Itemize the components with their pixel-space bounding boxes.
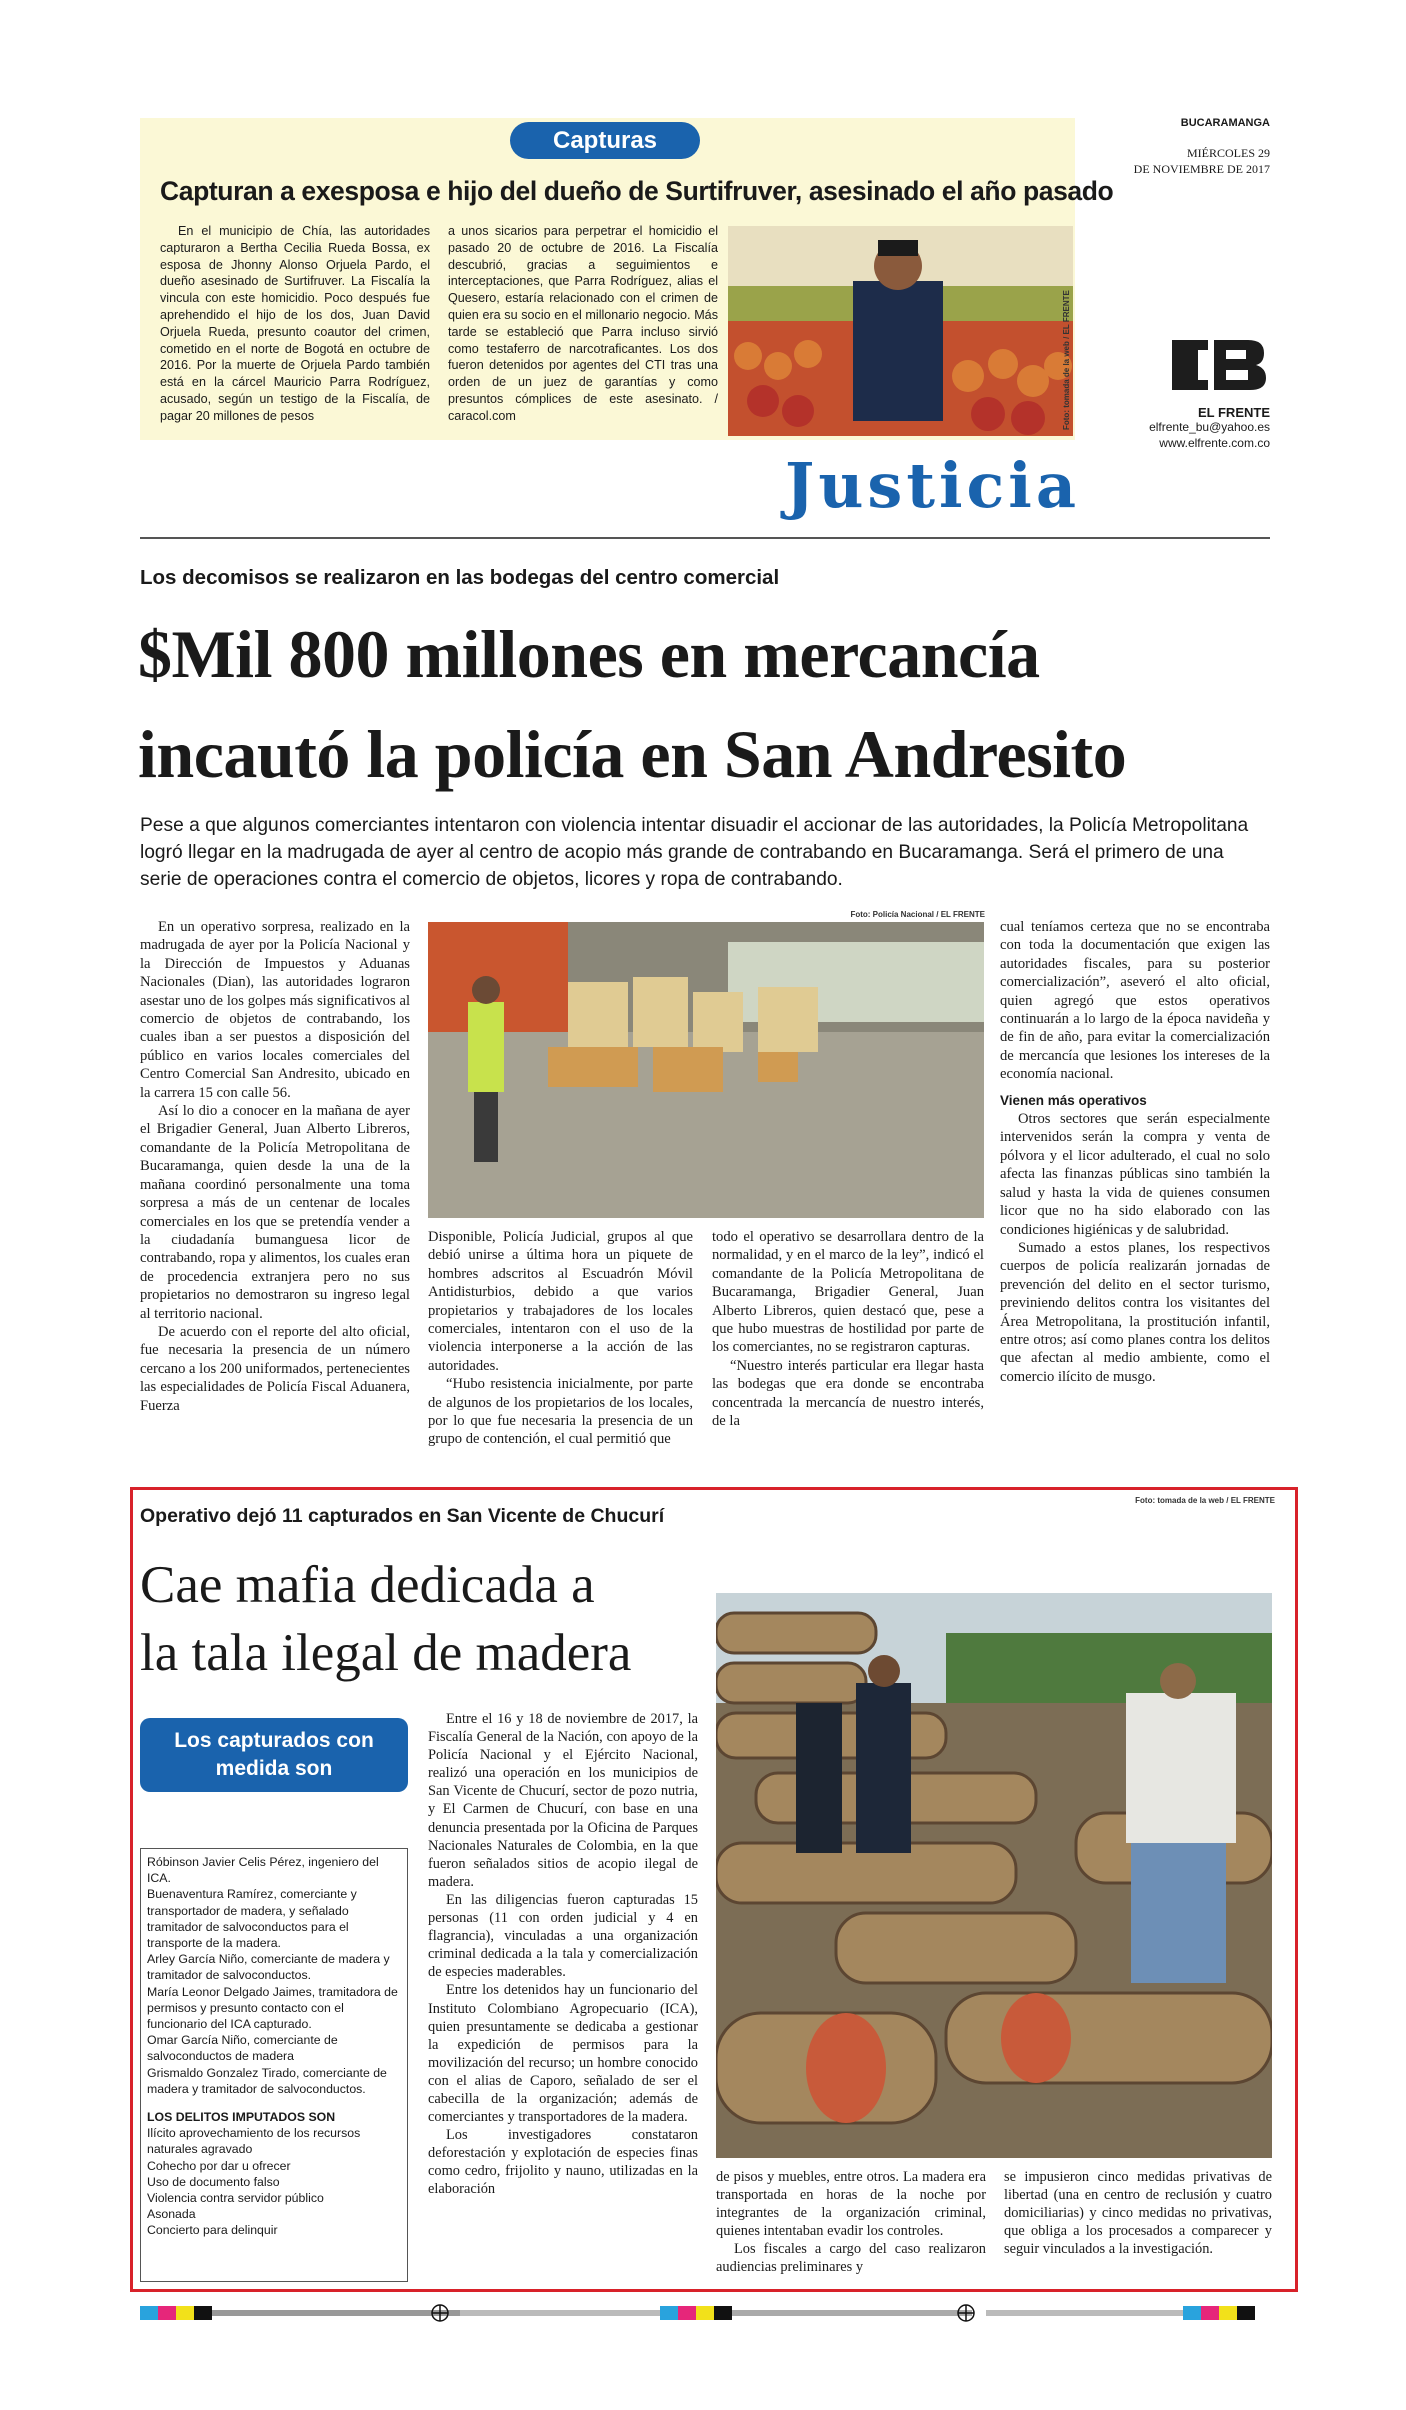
header-date-line1: MIÉRCOLES 29: [1186, 146, 1270, 160]
box-story-photo: [716, 1593, 1272, 2158]
print-strip: [140, 2304, 1275, 2322]
main-headline-line2: incautó la policía en San Andresito: [138, 716, 1127, 792]
col4-subhead: Vienen más operativos: [1000, 1092, 1147, 1108]
box-kicker: Operativo dejó 11 capturados en San Vicente de Chucurí: [140, 1505, 665, 1527]
main-column-3: todo el operativo se desarrollara dentro de la normalidad, y en el marco de la ley”, indicó el comandante de la Policía Metropolitana de Bucaramanga, Brigadier General, Juan Alberto Libreros, quien destacó que, pese a que hubo muestras de hostilidad por parte de los comerciantes, no se registraron capturas. “Nuestro interés particular era llegar hasta las bodegas que era donde se encontraba concentrada la mercancía de nuestro interés, de la: [712, 1229, 984, 1430]
section-divider: [140, 537, 1270, 539]
captured-badge: [140, 1718, 408, 1792]
main-photo-credit: Foto: Policía Nacional / EL FRENTE: [850, 910, 985, 919]
grocery-store-image: [728, 226, 1073, 436]
paper-email: elfrente_bu@yahoo.es: [1149, 420, 1270, 434]
box-column-2: de pisos y muebles, entre otros. La madera era transportada en horas de la noche por integrantes de la organización criminal, quienes intentaban evadir los controles. Los fiscales a cargo del caso realizaron audiencias preliminares y: [716, 2169, 986, 2276]
captured-item: María Leonor Delgado Jaimes, tramitadora de permisos y presunto contacto con el funcionario del ICA capturado.: [147, 1984, 398, 2032]
captured-item: Róbinson Javier Celis Pérez, ingeniero del ICA.: [147, 1855, 379, 1886]
newspaper-logo: [1168, 336, 1268, 394]
box-photo-credit: Foto: tomada de la web / EL FRENTE: [1135, 1496, 1275, 1505]
crime-item: Uso de documento falso: [147, 2174, 280, 2189]
logs-image: [716, 1593, 1272, 2158]
captured-item: Buenaventura Ramírez, comerciante y transportador de madera, y señalado tramitador de salvoconductos para el transporte de la madera.: [147, 1887, 357, 1951]
main-column-4: cual teníamos certeza que no se encontraba con toda la documentación que exigen las autoridades fiscales, para su posterior comercialización”, aseveró el alto oficial, quien agregó que estos operativos continuarán a lo largo de la época navideña y de fin de año, para evitar la comercialización de mercancía que lesiones los intereses de la economía nacional. Vienen más operativos Otros sectores que serán especialmente intervenidos serán la compra y venta de pólvora y el licor adulterado, el cual no solo afecta las finanzas públicas sino también la salud y hasta la vida de quienes consumen licor que no ha sido elaborado con las condiciones higiénicas y de salubridad. Sumado a estos planes, los respectivos cuerpos de policía realizarán jornadas de prevención del delito en el sector turismo, previniendo delitos contra los visitantes del Área Metropolitana, la prostitución infantil, entre otros; así como planes contra los delitos que afectan al medio ambiente, como el comercio ilícito de musgo.: [1000, 919, 1270, 1385]
captured-item: Arley García Niño, comerciante de madera y tramitador de salvoconductos.: [147, 1952, 390, 1983]
main-column-1: En un operativo sorpresa, realizado en la madrugada de ayer por la Policía Nacional y la Dirección de Impuestos y Aduanas Nacionales (Dian), las autoridades lograron asestar uno de los golpes más significativos al comercio de objetos de contrabando, los cuales iban a ser puestos a disposición del público en varios locales comerciales del Centro Comercial San Andresito, ubicado en la carrera 15 con calle 56. Así lo dio a conocer en la mañana de ayer el Brigadier General, Juan Alberto Libreros, comandante de la Policía Metropolitana de Bucaramanga, quien desde la una de la mañana coordinó personalmente una toma sorpresa a más de un centenar de locales comerciales en los que se pretendía vender a la ciudadanía bumanguesa licor de contrabando, ropa y alimentos, los cuales eran de procedencia extranjera pero no sus propietarios no demostraron su ingreso legal al territorio nacional. De acuerdo con el reporte del alto oficial, fue necesaria la presencia de un número cercano a los 200 uniformados, pertenecientes las especialidades de Policía Fiscal Aduanera, Fuerza: [140, 919, 410, 1414]
crime-item: Concierto para delinquir: [147, 2223, 278, 2238]
paper-name: EL FRENTE: [1198, 405, 1270, 420]
box-headline-line2: la tala ilegal de madera: [140, 1624, 632, 1682]
top-story-column-2: a unos sicarios para perpetrar el homicidio el pasado 20 de octubre de 2016. La Fiscalía descubrió, gracias a seguimientos e interceptaciones, que Parra Rodríguez, alias el Quesero, estaría relacionado con el crimen de quien era su socio en el millonario negocio. Más tarde se estableció que Parra incluso sirvió como testaferro de narcotraficantes. Los dos fueron detenidos por agentes del CTI tras una orden de un juez de garantías y como presuntos cómplices de este asesinato. / caracol.com: [448, 224, 718, 423]
paper-website: www.elfrente.com.co: [1159, 436, 1270, 450]
section-title: Justicia: [785, 449, 1080, 522]
captured-item: Omar García Niño, comerciante de salvoconductos de madera: [147, 2033, 338, 2064]
crime-item: Ilícito aprovechamiento de los recursos naturales agravado: [147, 2126, 361, 2157]
crime-item: Violencia contra servidor público: [147, 2191, 324, 2206]
crime-item: Cohecho por dar u ofrecer: [147, 2158, 291, 2173]
box-column-3: se impusieron cinco medidas privativas de libertad (una en centro de reclusión y cuatro domiciliarias) y cinco medidas no privativas, que obliga a los procesados a comparecer y seguir vinculados a la investigación.: [1004, 2169, 1272, 2258]
header-city: BUCARAMANGA: [1180, 117, 1270, 129]
top-story-photo: [728, 226, 1073, 436]
crimes-title: LOS DELITOS IMPUTADOS SON: [147, 2110, 336, 2125]
main-column-2: Disponible, Policía Judicial, grupos al que debió unirse a última hora un piquete de hombres adscritos al Escuadrón Móvil Antidisturbios, debido a que varios propietarios y trabajadores de los locales comerciales, intentaron con el uso de la violencia interponerse a la acción de las autoridades. “Hubo resistencia inicialmente, por parte de algunos de los propietarios de los locales, por lo que fue necesaria la presencia de un grupo de contención, el cual permitió que: [428, 1229, 693, 1448]
captured-list-box: [140, 1848, 408, 2282]
top-photo-credit: Foto: tomada de la web / EL FRENTE: [1062, 290, 1071, 430]
main-headline-line1: $Mil 800 millones en mercancía: [138, 616, 1040, 692]
header-date-line2: DE NOVIEMBRE DE 2017: [1133, 162, 1270, 176]
main-lead: Pese a que algunos comerciantes intentaron con violencia intentar disuadir el accionar de las autoridades, la Policía Metropolitana logró llegar en la madrugada de ayer al centro de acopio más grande de contrabando en Bucaramanga. Será el primero de una serie de operaciones contra el comercio de objetos, licores y ropa de contrabando.: [140, 815, 1249, 890]
captured-item: Grismaldo Gonzalez Tirado, comerciante de madera y tramitador de salvoconductos.: [147, 2065, 387, 2096]
top-headline: Capturan a exesposa e hijo del dueño de Surtifruver, asesinado el año pasado: [160, 176, 1114, 206]
main-story-photo: [428, 922, 984, 1218]
box-column-1: Entre el 16 y 18 de noviembre de 2017, la Fiscalía General de la Nación, con apoyo de la Policía Nacional y el Ejército Nacional, realizó una operación en los municipios de San Vicente de Chucurí, sector de pozo nutria, y El Carmen de Chucurí, con base en una denuncia presentada por la Oficina de Parques Nacionales Naturales de Colombia, en la que fueron señalados sitios de acopio ilegal de madera. En las diligencias fueron capturadas 15 personas (11 con orden judicial y 4 en flagrancia), vinculadas a una organización criminal dedicada a la tala y comercialización de especies maderables. Entre los detenidos hay un funcionario del Instituto Colombiano Agropecuario (ICA), quien presuntamente se dedicaba a gestionar la expedición de permisos para la movilización del recurso; un hombre conocido con el alias de Caporo, señalado de ser el cabecilla de la organización; además de comerciantes y transportadores de la madera. Los investigadores constataron deforestación y explotación de especies finas como cedro, frijolito y nauno, utilizadas en la elaboración: [428, 1711, 698, 2198]
captured-badge-line2: medida son: [215, 1757, 333, 1780]
box-headline-line1: Cae mafia dedicada a: [140, 1556, 595, 1614]
registration-marks-icon: [140, 2304, 1275, 2322]
main-kicker: Los decomisos se realizaron en las bodegas del centro comercial: [140, 566, 780, 589]
logo-icon: [1168, 336, 1268, 394]
top-story-column-1: En el municipio de Chía, las autoridades capturaron a Bertha Cecilia Rueda Bossa, ex esposa de Jhonny Alonso Orjuela Pardo, el dueño asesinado de Surtifruver. La Fiscalía la vincula con este homicidio. Poco después fue aprehendido el hijo de los dos, Juan David Orjuela Rueda, presunto coautor del crimen, cometido en el norte de Bogotá en octubre de 2016. Por la muerte de Orjuela Pardo también está en la cárcel Mauricio Parra Rodríguez, acusado, según un testigo de la Fiscalía, de pagar 20 millones de pesos: [160, 224, 430, 423]
warehouse-image: [428, 922, 984, 1218]
captured-badge-line1: Los capturados con: [174, 1729, 374, 1752]
crime-item: Asonada: [147, 2207, 196, 2222]
section-badge: Capturas: [510, 122, 700, 159]
